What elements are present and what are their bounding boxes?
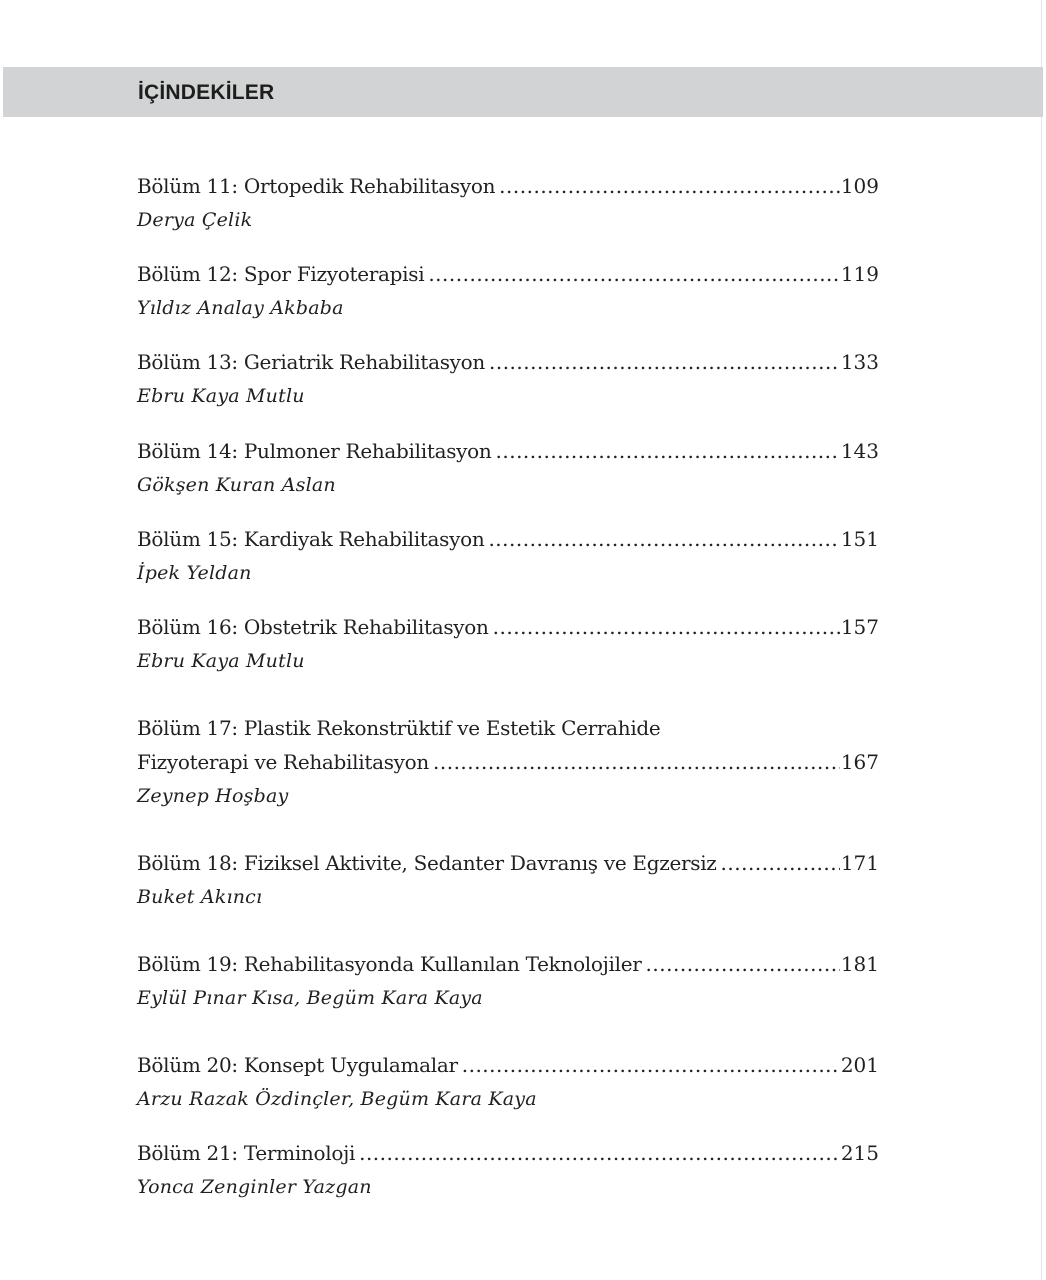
chapter-title: Bölüm 12: Spor Fizyoterapisi — [137, 262, 425, 286]
page-number: 171 — [840, 851, 879, 875]
toc-entry-line — [137, 345, 879, 379]
chapter-title: Bölüm 16: Obstetrik Rehabilitasyon — [137, 615, 489, 639]
toc-entry-line — [137, 434, 879, 468]
chapter-title: Bölüm 14: Pulmoner Rehabilitasyon — [137, 439, 492, 463]
toc-entry-line — [137, 1136, 879, 1170]
page-number: 201 — [840, 1053, 879, 1077]
toc-entry-chapter-17[interactable] — [137, 711, 879, 813]
toc-entry-line — [137, 610, 879, 644]
toc-entry-line — [137, 522, 879, 556]
toc-entry-chapter-13[interactable] — [137, 345, 879, 413]
chapter-title: Bölüm 18: Fiziksel Aktivite, Sedanter Davranış ve Egzersiz — [137, 851, 717, 875]
page-number: 119 — [840, 262, 879, 286]
toc-entry-line — [137, 257, 879, 291]
toc-entry-chapter-11[interactable] — [137, 169, 879, 237]
chapter-author: Ebru Kaya Mutlu — [137, 385, 305, 407]
dot-leader — [428, 257, 839, 291]
page-number: 151 — [840, 527, 879, 551]
dot-leader — [433, 745, 840, 779]
toc-entry-chapter-20[interactable] — [137, 1048, 879, 1116]
page-number: 181 — [840, 952, 879, 976]
dot-leader — [359, 1136, 840, 1170]
chapter-title-line-2: Fizyoterapi ve Rehabilitasyon — [137, 750, 429, 774]
chapter-title: Bölüm 20: Konsept Uygulamalar — [137, 1053, 458, 1077]
chapter-author: İpek Yeldan — [137, 562, 252, 584]
chapter-author: Gökşen Kuran Aslan — [137, 474, 336, 496]
chapter-author: Zeynep Hoşbay — [137, 785, 289, 807]
page-number: 215 — [840, 1141, 879, 1165]
dot-leader — [462, 1048, 840, 1082]
dot-leader — [646, 947, 840, 981]
chapter-title-line-1: Bölüm 17: Plastik Rekonstrüktif ve Estetik Cerrahide — [137, 716, 661, 740]
toc-entry-chapter-18[interactable] — [137, 846, 879, 914]
dot-leader — [489, 345, 840, 379]
chapter-author: Yonca Zenginler Yazgan — [137, 1176, 372, 1198]
chapter-author: Derya Çelik — [137, 209, 253, 231]
page-number: 143 — [840, 439, 879, 463]
chapter-author: Arzu Razak Özdinçler, Begüm Kara Kaya — [137, 1088, 537, 1110]
chapter-author: Buket Akıncı — [137, 886, 263, 908]
toc-entry-chapter-16[interactable] — [137, 610, 879, 678]
toc-entry-line — [137, 947, 879, 981]
dot-leader — [493, 610, 840, 644]
chapter-author: Yıldız Analay Akbaba — [137, 297, 344, 319]
dot-leader — [496, 434, 840, 468]
toc-entry-chapter-14[interactable] — [137, 434, 879, 502]
chapter-author: Ebru Kaya Mutlu — [137, 650, 305, 672]
page-number: 167 — [840, 750, 879, 774]
dot-leader — [488, 522, 839, 556]
page-number: 133 — [840, 350, 879, 374]
chapter-title: Bölüm 13: Geriatrik Rehabilitasyon — [137, 350, 485, 374]
toc-entry-line — [137, 846, 879, 880]
chapter-title: Bölüm 21: Terminoloji — [137, 1141, 356, 1165]
toc-entry-chapter-15[interactable] — [137, 522, 879, 590]
header-bar — [3, 67, 1043, 117]
page-number: 157 — [840, 615, 879, 639]
dot-leader — [499, 169, 840, 203]
toc-entry-line — [137, 1048, 879, 1082]
toc-entry-line-first — [137, 711, 879, 745]
page-title: İÇİNDEKİLER — [138, 81, 275, 104]
toc-entry-chapter-12[interactable] — [137, 257, 879, 325]
toc-entry-line — [137, 745, 879, 779]
page-edge-rule — [1041, 0, 1042, 1280]
toc-entry-line — [137, 169, 879, 203]
chapter-author: Eylül Pınar Kısa, Begüm Kara Kaya — [137, 987, 483, 1009]
dot-leader — [721, 846, 840, 880]
chapter-title: Bölüm 11: Ortopedik Rehabilitasyon — [137, 174, 496, 198]
toc-entry-chapter-21[interactable] — [137, 1136, 879, 1204]
page-number: 109 — [840, 174, 879, 198]
toc-entry-chapter-19[interactable] — [137, 947, 879, 1015]
chapter-title: Bölüm 15: Kardiyak Rehabilitasyon — [137, 527, 485, 551]
chapter-title: Bölüm 19: Rehabilitasyonda Kullanılan Teknolojiler — [137, 952, 642, 976]
